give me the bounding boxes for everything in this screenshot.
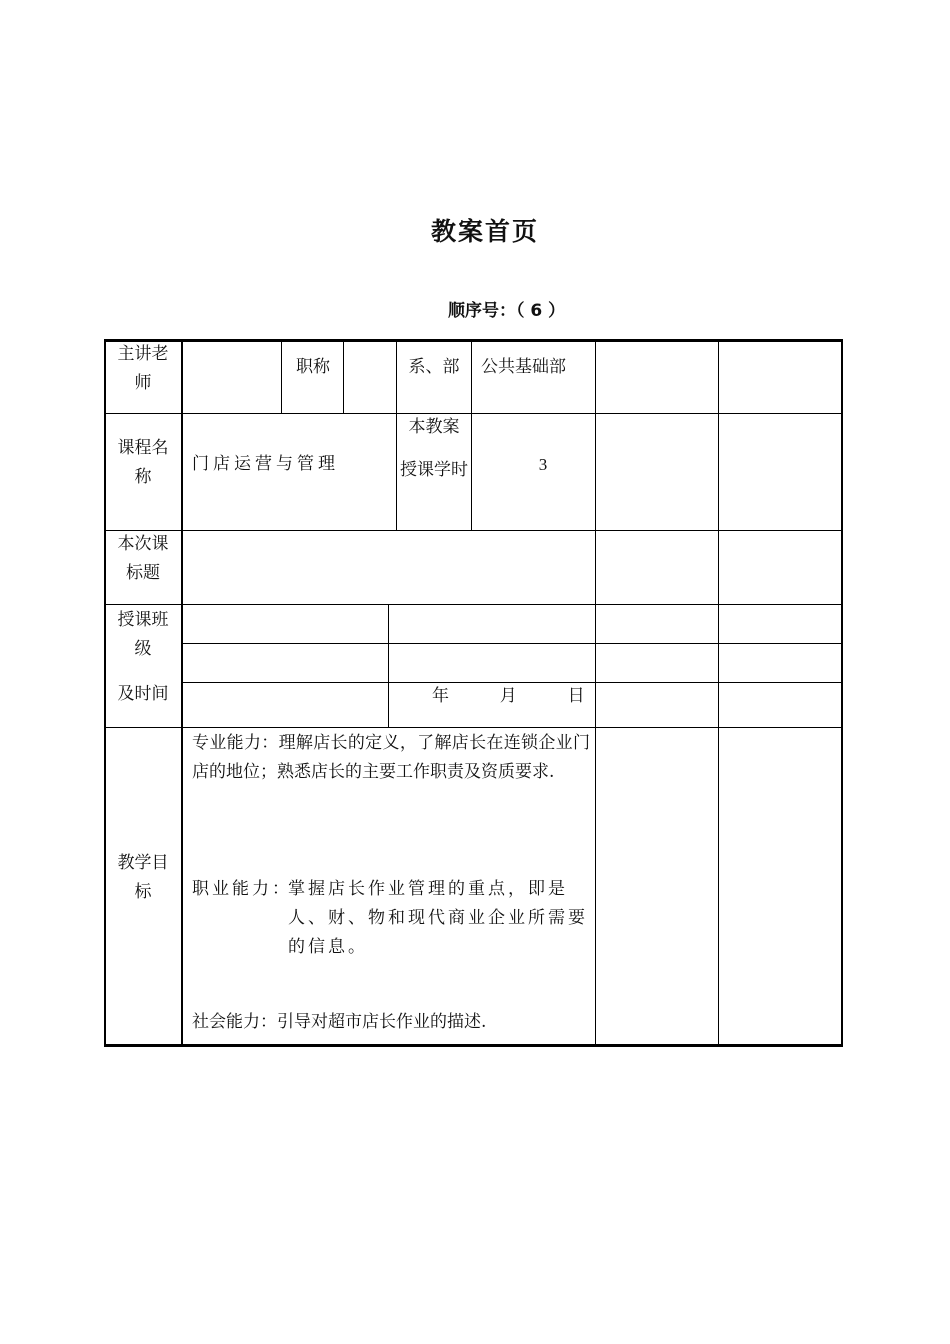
class-label: 授课班级 (117, 610, 169, 659)
hours-label-line1: 本教案 (408, 417, 460, 437)
department-label: 系、部 (408, 357, 460, 377)
time-label: 及时间 (117, 684, 169, 704)
hours-value: 3 (538, 455, 548, 474)
lecturer-label: 主讲老师 (117, 344, 169, 393)
objective-career-text: 掌握店长作业管理的重点，即是人、财、物和现代商业企业所需要的信息。 (288, 879, 588, 957)
objective-social: 社会能力：引导对超市店长作业的描述. (192, 1012, 487, 1032)
page-title: 教案首页 (430, 217, 539, 246)
date-template: 年 月 日 (432, 686, 585, 706)
objective-label: 教学目标 (117, 853, 169, 902)
course-value: 门店运营与管理 (192, 454, 339, 474)
topic-label: 本次课标题 (117, 534, 169, 583)
hours-label-line2: 授课学时 (400, 460, 468, 480)
sequence-number: 顺序号：（ 6 ） (448, 301, 566, 321)
course-label: 课程名称 (117, 438, 169, 487)
department-value: 公共基础部 (481, 357, 566, 377)
objective-career-label: 职业能力： (192, 879, 292, 899)
objective-professional: 专业能力：理解店长的定义，了解店长在连锁企业门店的地位；熟悉店长的主要工作职责及资质要求. (192, 733, 590, 782)
title-label: 职称 (296, 357, 330, 377)
